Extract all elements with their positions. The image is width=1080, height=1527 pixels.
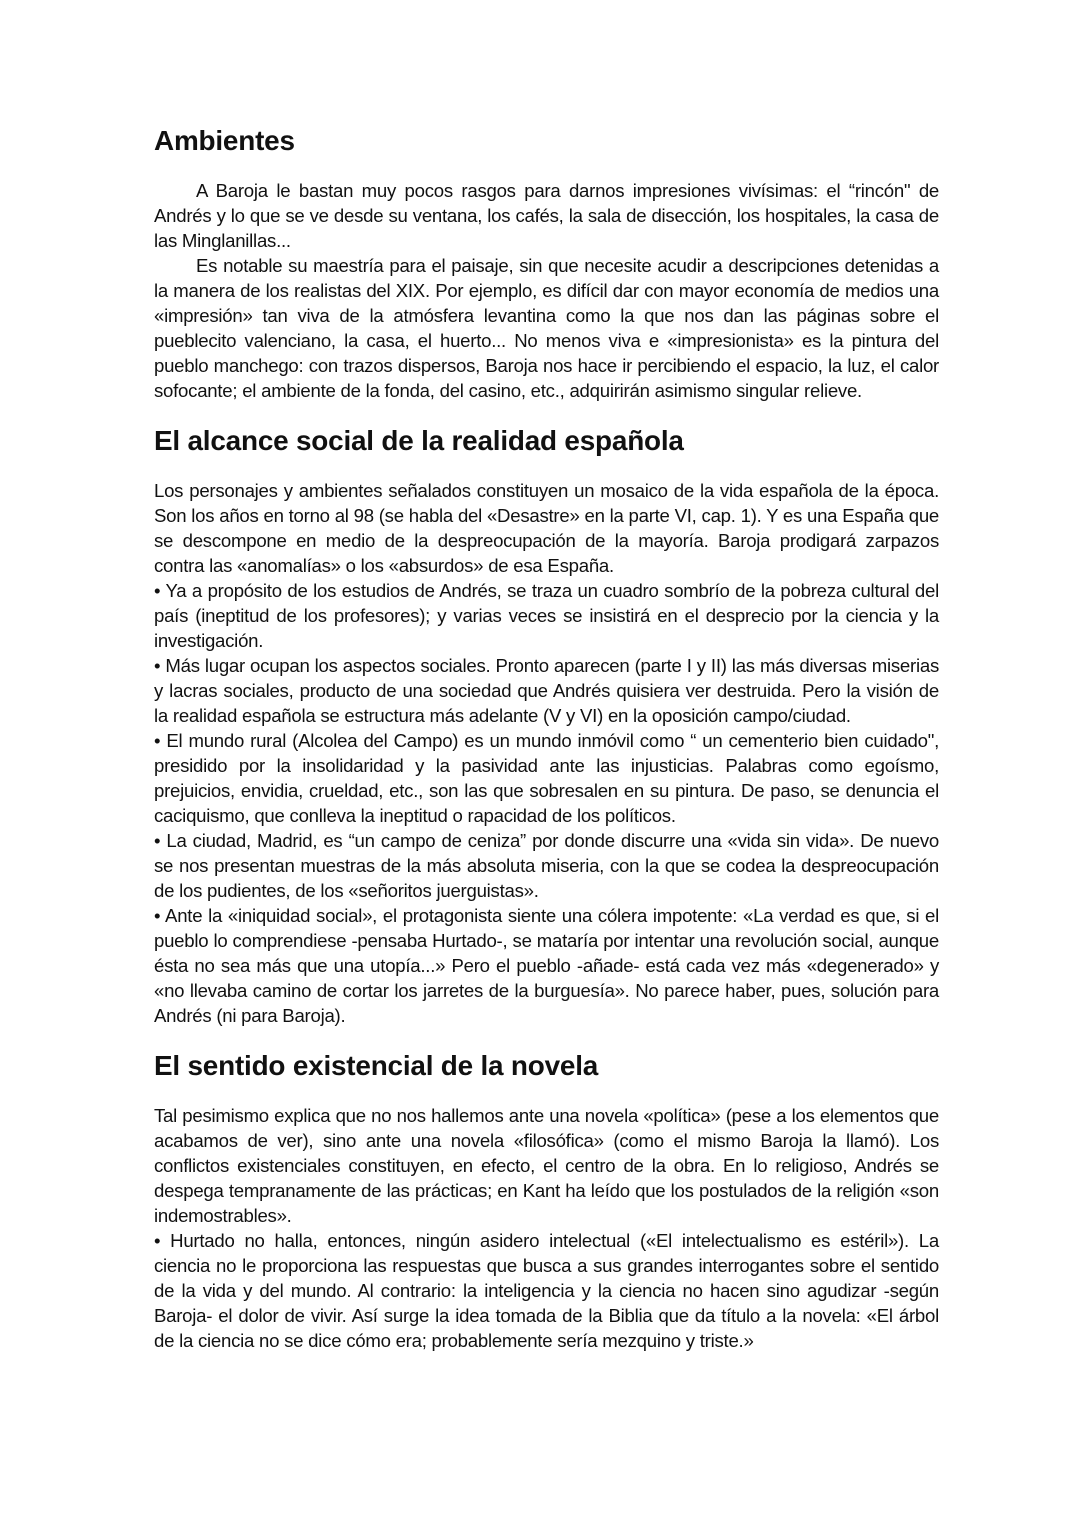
bullet-paragraph: • El mundo rural (Alcolea del Campo) es un mundo inmóvil como “ un cementerio bien cuidado", presidido por la insolidaridad y la pasividad ante las injusticias. Palabras como egoísmo, prejuicios, envidia, crueldad, etc., son las que sobresalen en su pintura. De paso, se denuncia el caciquismo, que conlleva la ineptitud o rapacidad de los políticos. <box>154 730 939 826</box>
bullet-paragraph: • Ya a propósito de los estudios de Andrés, se traza un cuadro sombrío de la pobreza cultural del país (ineptitud de los profesores); y varias veces se insistirá en el desprecio por la ciencia y la investigación. <box>154 580 939 651</box>
section-heading-alcance-social: El alcance social de la realidad española <box>154 425 684 456</box>
paragraph: Es notable su maestría para el paisaje, sin que necesite acudir a descripciones detenidas a la manera de los realistas del XIX. Por ejemplo, es difícil dar con mayor economía de medios una «impresión» tan viva de la atmósfera levantina como la que nos dan las páginas sobre el pueblecito valenciano, la casa, el huerto... No menos viva e «impresionista» es la pintura del pueblo manchego: con trazos dispersos, Baroja nos hace ir percibiendo el espacio, la luz, el calor sofocante; el ambiente de la fonda, del casino, etc., adquirirán asimismo singular relieve. <box>154 255 939 401</box>
paragraph: A Baroja le bastan muy pocos rasgos para darnos impresiones vivísimas: el “rincón" de Andrés y lo que se ve desde su ventana, los cafés, la sala de disección, los hospitales, la casa de las Minglanillas... <box>154 180 939 251</box>
paragraph: Tal pesimismo explica que no nos hallemos ante una novela «política» (pese a los elementos que acabamos de ver), sino ante una novela «filosófica» (como el mismo Baroja la llamó). Los conflictos existenciales constituyen, en efecto, el centro de la obra. En lo religioso, Andrés se despega tempranamente de las prácticas; en Kant ha leído que los postulados de la religión «son indemostrables». <box>154 1105 939 1226</box>
bullet-paragraph: • La ciudad, Madrid, es “un campo de ceniza” por donde discurre una «vida sin vida». De nuevo se nos presentan muestras de la más absoluta miseria, con la que se codea la despreocupación de los pudientes, de los «señoritos juerguistas». <box>154 830 939 901</box>
bullet-paragraph: • Más lugar ocupan los aspectos sociales. Pronto aparecen (parte I y II) las más diversas miserias y lacras sociales, producto de una sociedad que Andrés quisiera ver destruida. Pero la visión de la realidad española se estructura más adelante (V y VI) en la oposición campo/ciudad. <box>154 655 939 726</box>
bullet-paragraph: • Hurtado no halla, entonces, ningún asidero intelectual («El intelectualismo es estéril»). La ciencia no le proporciona las respuestas que busca a sus grandes interrogantes sobre el sentido de la vida y del mundo. Al contrario: la inteligencia y la ciencia no hacen sino agudizar -según Baroja- el dolor de vivir. Así surge la idea tomada de la Biblia que da título a la novela: «El árbol de la ciencia no se dice cómo era; probablemente sería mezquino y triste.» <box>154 1230 939 1351</box>
section-heading-ambientes: Ambientes <box>154 125 295 156</box>
section-heading-sentido-existencial: El sentido existencial de la novela <box>154 1050 599 1081</box>
document-page <box>154 125 939 1353</box>
paragraph: Los personajes y ambientes señalados constituyen un mosaico de la vida española de la época. Son los años en torno al 98 (se habla del «Desastre» en la parte VI, cap. 1). Y es una España que se descompone en medio de la despreocupación de la mayoría. Baroja prodigará zarpazos contra las «anomalías» o los «absurdos» de esa España. <box>154 480 939 576</box>
bullet-paragraph: • Ante la «iniquidad social», el protagonista siente una cólera impotente: «La verdad es que, si el pueblo lo comprendiese -pensaba Hurtado-, se mataría por intentar una revolución social, aunque ésta no sea más que una utopía...» Pero el pueblo -añade- está cada vez más «degenerado» y «no llevaba camino de cortar los jarretes de la burguesía». No parece haber, pues, solución para Andrés (ni para Baroja). <box>154 905 939 1026</box>
